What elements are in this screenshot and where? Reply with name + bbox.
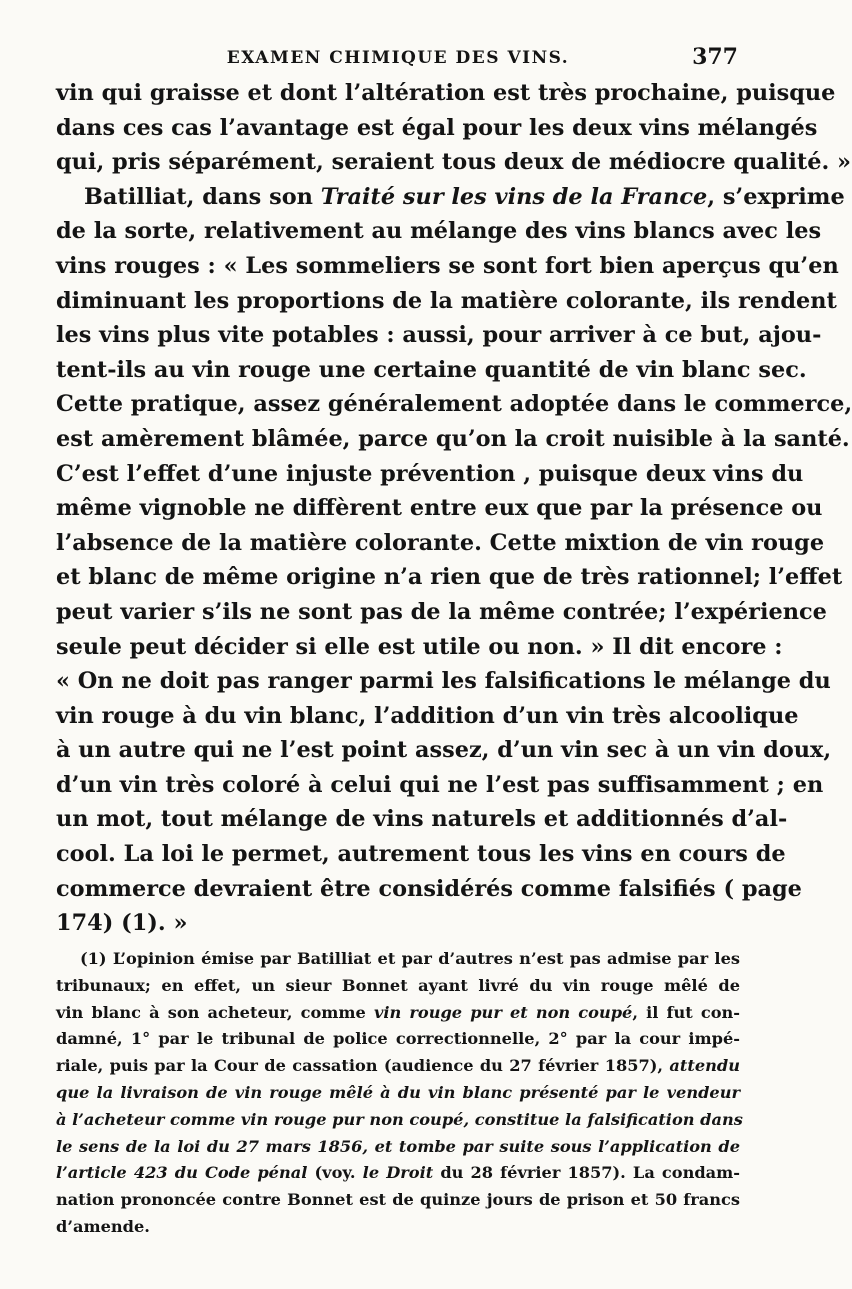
footnote-line [56,1160,740,1187]
text-line: est amèrement blâmée, parce qu’on la croit nuisible à la santé. [56,425,850,452]
text-line: tent-ils au vin rouge une certaine quantité de vin blanc sec. [56,356,807,383]
text-line: qui, pris séparément, seraient tous deux de médiocre qualité. » [56,149,852,176]
text-line: commerce devraient être considérés comme falsifiés ( page [56,875,802,902]
text-segment: du 28 février 1857). La condam- [433,1163,740,1183]
footnote-line [56,1107,743,1134]
text-line: « On ne doit pas ranger parmi les falsifications le mélange du [56,668,831,695]
text-line: vins rouges : « Les sommeliers se sont fort bien aperçus qu’en [56,252,839,279]
book-title: Traité sur les vins de la France [320,183,708,210]
italic-segment: vin rouge pur et non coupé [373,1002,633,1022]
text-line: 174) (1). » [56,910,188,937]
text-line [56,180,845,215]
text-segment: (voy. [307,1163,363,1183]
main-text [56,76,852,941]
footnote-line: tribunaux; en effet, un sieur Bonnet ayant livré du vin rouge mêlé de [56,975,740,995]
text-line: et blanc de même origine n’a rien que de très rationnel; l’effet [56,564,843,591]
text-line: vin qui graisse et dont l’altération est très prochaine, puisque [56,80,836,106]
text-line: dans ces cas l’avantage est égal pour les deux vins mélangés [56,114,818,141]
text-segment: , s’exprime [707,183,845,210]
footnote-line: nation prononcée contre Bonnet est de quinze jours de prison et 50 francs [56,1190,740,1210]
italic-segment: que la livraison de vin rouge mêlé à du vin blanc présenté par le vendeur [56,1082,740,1102]
text-segment: vin blanc à son acheteur, comme [56,1002,374,1022]
text-line: de la sorte, relativement au mélange des vins blancs avec les [56,218,822,245]
text-line: les vins plus vite potables : aussi, pour arriver à ce but, ajou- [56,322,822,349]
italic-segment: le sens de la loi du 27 mars 1856, et tombe par suite sous l’application de [56,1136,740,1156]
text-line: un mot, tout mélange de vins naturels et additionnés d’al- [56,806,788,833]
text-line: vin rouge à du vin blanc, l’addition d’un vin très alcoolique [56,702,799,729]
footnote-line: (1) L’opinion émise par Batilliat et par d’autres n’est pas admise par les [80,949,740,968]
text-line: l’absence de la matière colorante. Cette mixtion de vin rouge [56,529,825,556]
running-title: EXAMEN CHIMIQUE DES VINS. [226,48,570,68]
text-line: peut varier s’ils ne sont pas de la même contrée; l’expérience [56,598,827,625]
text-segment: , il fut con- [632,1002,741,1022]
footnote-line [56,1053,740,1080]
text-line: seule peut décider si elle est utile ou non. » Il dit encore : [56,633,783,660]
footnote-line: d’amende. [56,1216,150,1236]
text-segment: riale, puis par la Cour de cassation (audience du 27 février 1857), [56,1056,670,1076]
footnote-line: damné, 1° par le tribunal de police correctionnelle, 2° par la cour impé- [56,1029,740,1049]
italic-segment: attendu [669,1056,740,1076]
footnote-line [56,1134,740,1161]
text-line: à un autre qui ne l’est point assez, d’un vin sec à un vin doux, [56,737,832,764]
footnote [56,946,743,1241]
text-line: C’est l’effet d’une injuste prévention , puisque deux vins du [56,460,804,487]
italic-segment: à l’acheteur comme vin rouge pur non coupé, constitue la falsification dans [56,1109,743,1129]
page-number: 377 [692,44,738,70]
italic-segment: le Droit [362,1163,434,1183]
text-line: cool. La loi le permet, autrement tous les vins en cours de [56,841,786,868]
text-line: diminuant les proportions de la matière colorante, ils rendent [56,287,837,314]
footnote-line [56,1000,740,1027]
page-header [56,44,740,74]
text-line: même vignoble ne diffèrent entre eux que par la présence ou [56,495,823,522]
text-line: Cette pratique, assez généralement adoptée dans le commerce, [56,391,852,418]
italic-segment: l’article 423 du Code pénal [56,1163,308,1183]
text-line: d’un vin très coloré à celui qui ne l’est pas suffisamment ; en [56,771,824,798]
text-segment: Batilliat, dans son [84,183,321,210]
footnote-line [56,1080,740,1107]
